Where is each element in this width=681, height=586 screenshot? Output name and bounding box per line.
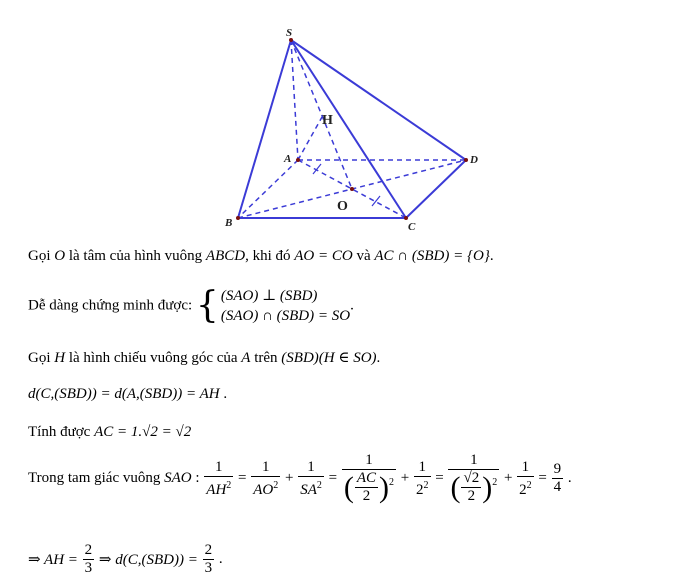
point-C xyxy=(404,216,408,220)
line-perpendicular-system: Dễ dàng chứng minh được: { (SAO) ⊥ (SBD) (SAO) ∩ (SBD) = SO . xyxy=(28,285,354,326)
line-projection-H: Gọi H là hình chiếu vuông góc của A trên (SBD)(H ∈ SO). xyxy=(28,350,381,366)
label-O: O xyxy=(337,199,348,214)
line-right-triangle-SAO: Trong tam giác vuông SAO : $\frac{1}{AH^2}$ = $\frac{1}{AO^2}$ + $\frac{1}{SA^2}$ = 1 ( $\frac{AC}{2}$ )$^2$ + $\frac{1}{2^2}$ = 1 ( $\frac{√2}{2}$ )$^2$ + $\frac{1}{2^2}$ = $\frac{9}{4}$ . xyxy=(28,452,572,504)
label-H: H xyxy=(322,113,333,128)
point-B xyxy=(236,216,240,220)
line-result: ⇒ AH = $\frac{2}{3}$ ⇒ d(C,(SBD)) = $\frac{2}{3}$ . xyxy=(28,542,223,576)
point-O xyxy=(350,187,354,191)
pyramid-figure xyxy=(0,0,681,245)
label-D: D xyxy=(470,154,478,166)
point-D xyxy=(464,158,468,162)
line-compute-AC: Tính được AC = 1.√2 = √2 xyxy=(28,424,192,440)
edge-CD xyxy=(406,160,466,218)
edge-SB xyxy=(238,40,291,218)
line-distance-equality: d(C,(SBD)) = d(A,(SBD)) = AH . xyxy=(28,386,228,402)
label-C: C xyxy=(408,221,416,233)
point-A xyxy=(296,158,300,162)
label-S: S xyxy=(286,27,293,39)
label-A: A xyxy=(284,153,292,165)
edge-SC xyxy=(291,40,406,218)
edge-SD xyxy=(291,40,466,160)
edge-SA xyxy=(291,40,298,160)
label-B: B xyxy=(225,217,233,229)
segment-AH xyxy=(298,117,322,160)
line-center-O: Gọi O là tâm của hình vuông ABCD, khi đó AO = CO và AC ∩ (SBD) = {O}. xyxy=(28,248,494,264)
